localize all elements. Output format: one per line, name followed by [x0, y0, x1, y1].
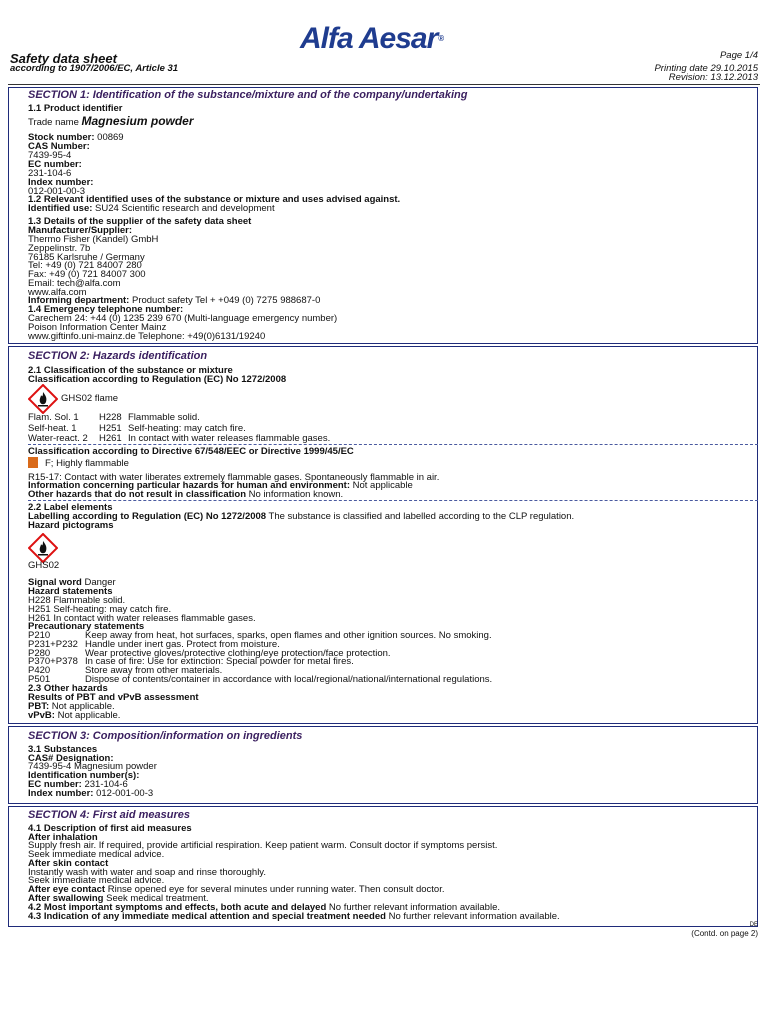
supplier-website[interactable]: www.alfa.com — [28, 287, 87, 298]
stock-number: Stock number: 00869 — [28, 132, 124, 143]
inhalation-text: Supply fresh air. If required, provide artificial respiration. Keep patient warm. Consult doctor if symptoms persist. — [28, 840, 498, 851]
index-number: 012-001-00-3 — [28, 186, 86, 197]
precautionary-statement: P280 Wear protective gloves/protective clothing/eye protection/face protection. — [28, 648, 391, 659]
ec-number: 231-104-6 — [28, 168, 72, 179]
after-skin-contact-label: After skin contact — [28, 858, 109, 869]
printing-date: Printing date 29.10.2015 — [654, 63, 758, 74]
supplier-city: 76185 Karlsruhe / Germany — [28, 252, 145, 263]
cas-designation: 7439-95-4 Magnesium powder — [28, 761, 157, 772]
regulation-ref: according to 1907/2006/EC, Article 31 — [10, 63, 179, 74]
section-1-title: SECTION 1: Identification of the substance/mixture and of the company/undertaking — [28, 89, 468, 101]
eye-contact: After eye contact Rinse opened eye for several minutes under running water. Then consult doctor. — [28, 884, 445, 895]
hazard-class-row: Water-react. 2 H261 In contact with water releases flammable gases. — [28, 433, 331, 444]
hazard-statement: H261 In contact with water releases flammable gases. — [28, 613, 256, 624]
uses-heading: 1.2 Relevant identified uses of the substance or mixture and uses advised against. — [28, 194, 401, 205]
trade-name-row: Trade name Magnesium powder — [28, 114, 194, 128]
ghs02-caption: GHS02 — [28, 560, 60, 571]
product-identifier-heading: 1.1 Product identifier — [28, 103, 123, 114]
manufacturer-label: Manufacturer/Supplier: — [28, 225, 132, 236]
precautionary-statement: P420 Store away from other materials. — [28, 665, 223, 676]
ghs02-label: GHS02 flame — [61, 393, 119, 404]
other-hazards: Other hazards that do not result in classification No information known. — [28, 489, 344, 500]
cas-designation-label: CAS# Designation: — [28, 753, 114, 764]
pbt-heading: Results of PBT and vPvB assessment — [28, 692, 199, 703]
divider — [28, 444, 758, 445]
hazard-class-row: Self-heat. 1 H251 Self-heating: may catch fire. — [28, 423, 246, 434]
supplier-email[interactable]: Email: tech@alfa.com — [28, 278, 121, 289]
pbt-result: PBT: Not applicable. — [28, 701, 115, 712]
page-number: Page 1/4 — [719, 50, 758, 61]
index-number-row: Index number: 012-001-00-3 — [28, 788, 154, 799]
substances-heading: 3.1 Substances — [28, 744, 98, 755]
poison-center: Poison Information Center Mainz — [28, 322, 167, 333]
labelling-regulation: Labelling according to Regulation (EC) No 1272/2008 The substance is classified and labelled according to the CLP regulation. — [28, 511, 575, 522]
continued-note: (Contd. on page 2) — [691, 929, 758, 938]
divider — [28, 500, 758, 501]
particular-hazards: Information concerning particular hazards for human and environment: Not applicable — [28, 480, 413, 491]
skin-contact-text: Seek immediate medical advice. — [28, 875, 165, 886]
supplier-name: Thermo Fisher (Kandel) GmbH — [28, 234, 159, 245]
other-hazards-heading: 2.3 Other hazards — [28, 683, 108, 694]
section-4-title: SECTION 4: First aid measures — [28, 809, 190, 821]
hazard-statement: H251 Self-heating: may catch fire. — [28, 604, 172, 615]
hazard-class-row: Flam. Sol. 1 H228 Flammable solid. — [28, 412, 200, 423]
first-aid-heading: 4.1 Description of first aid measures — [28, 823, 192, 834]
alfa-aesar-logo: Alfa Aesar® — [300, 22, 444, 55]
pictograms-heading: Hazard pictograms — [28, 520, 114, 531]
language-code: DE — [749, 922, 758, 928]
header-rule — [8, 84, 760, 85]
r-phrase: R15-17: Contact with water liberates extremely flammable gases. Spontaneously flammable in air. — [28, 472, 440, 483]
skin-contact-text: Instantly wash with water and soap and rinse thoroughly. — [28, 867, 266, 878]
cas-label: CAS Number: — [28, 141, 90, 152]
informing-department: Informing department: Product safety Tel + +049 (0) 7275 988687-0 — [28, 295, 321, 306]
supplier-heading: 1.3 Details of the supplier of the safety data sheet — [28, 216, 252, 227]
cas-number: 7439-95-4 — [28, 150, 72, 161]
hazard-statements-heading: Hazard statements — [28, 586, 113, 597]
hazard-statement: H228 Flammable solid. — [28, 595, 126, 606]
doc-title: Safety data sheet — [10, 51, 117, 66]
label-elements-heading: 2.2 Label elements — [28, 502, 113, 513]
precautionary-statement: P210 Keep away from heat, hot surfaces, sparks, open flames and other ignition sources. No smoking. — [28, 630, 492, 641]
classification-heading: 2.1 Classification of the substance or mixture — [28, 365, 233, 376]
directive-heading: Classification according to Directive 67/548/EEC or Directive 1999/45/EC — [28, 446, 354, 457]
section-2-title: SECTION 2: Hazards identification — [28, 350, 208, 362]
medical-attention: 4.3 Indication of any immediate medical attention and special treatment needed No further relevant information available. — [28, 911, 560, 922]
supplier-tel: Tel: +49 (0) 721 84007 280 — [28, 260, 142, 271]
precautionary-statement: P370+P378 In case of fire: Use for extinction: Special powder for metal fires. — [28, 656, 354, 667]
ghs02-pictogram-icon — [28, 533, 58, 563]
index-label: Index number: — [28, 177, 94, 188]
identification-numbers-label: Identification number(s): — [28, 770, 140, 781]
signal-word: Signal word Danger — [28, 577, 116, 588]
ec-number-row: EC number: 231-104-6 — [28, 779, 128, 790]
symptoms: 4.2 Most important symptoms and effects, both acute and delayed No further relevant information available. — [28, 902, 500, 913]
poison-center-contact[interactable]: www.giftinfo.uni-mainz.de Telephone: +49(0)6131/19240 — [28, 331, 266, 342]
ec-label: EC number: — [28, 159, 82, 170]
ghs02-flame-icon — [28, 384, 58, 414]
identified-use: Identified use: SU24 Scientific research and development — [28, 203, 275, 214]
emergency-heading: 1.4 Emergency telephone number: — [28, 304, 184, 315]
f-flame-icon — [28, 457, 38, 468]
precautionary-statement: P231+P232 Handle under inert gas. Protect from moisture. — [28, 639, 280, 650]
clp-heading: Classification according to Regulation (EC) No 1272/2008 — [28, 374, 287, 385]
swallowing: After swallowing Seek medical treatment. — [28, 893, 209, 904]
section-3-title: SECTION 3: Composition/information on ingredients — [28, 730, 303, 742]
precautionary-statement: P501 Dispose of contents/container in accordance with local/regional/national/international regulations. — [28, 674, 493, 685]
inhalation-text: Seek immediate medical advice. — [28, 849, 165, 860]
revision-date: Revision: 13.12.2013 — [668, 72, 758, 83]
emergency-carechem: Carechem 24: +44 (0) 1235 239 670 (Multi-language emergency number) — [28, 313, 338, 324]
trade-name: Magnesium powder — [81, 114, 194, 128]
vpvb-result: vPvB: Not applicable. — [28, 710, 121, 721]
precautionary-heading: Precautionary statements — [28, 621, 145, 632]
supplier-fax: Fax: +49 (0) 721 84007 300 — [28, 269, 146, 280]
after-inhalation-label: After inhalation — [28, 832, 98, 843]
supplier-street: Zeppelinstr. 7b — [28, 243, 91, 254]
f-highly-flammable: F; Highly flammable — [45, 458, 129, 469]
